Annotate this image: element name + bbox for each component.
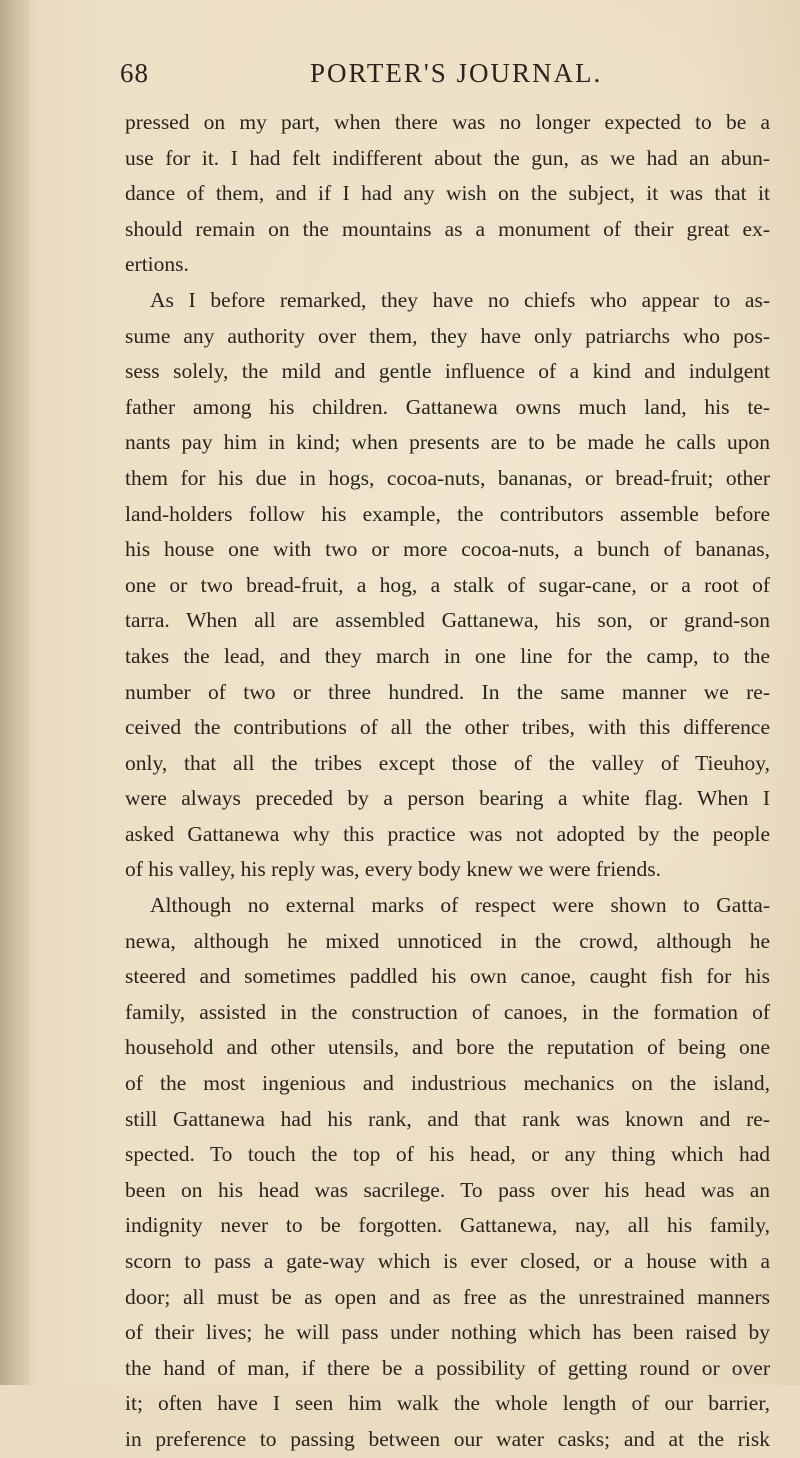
text-line: ertions. [125, 252, 189, 277]
text-line: ceived the contributions of all the other tribes, with this difference [125, 715, 770, 740]
text-line: sess solely, the mild and gentle influence of a kind and indulgent [125, 359, 770, 384]
page-gutter [0, 0, 30, 1385]
text-line: sume any authority over them, they have only patriarchs who pos- [125, 323, 770, 348]
text-line: household and other utensils, and bore the reputation of being one [125, 1035, 770, 1060]
text-line: been on his head was sacrilege. To pass over his head was an [125, 1177, 770, 1202]
text-line: tarra. When all are assembled Gattanewa, his son, or grand-son [125, 608, 770, 633]
text-line: use for it. I had felt indifferent about the gun, as we had an abun- [125, 145, 770, 170]
text-line: land-holders follow his example, the contributors assemble before [125, 501, 770, 526]
text-line: asked Gattanewa why this practice was not adopted by the people [125, 821, 770, 846]
text-line: family, assisted in the construction of canoes, in the formation of [125, 999, 770, 1024]
text-line: them for his due in hogs, cocoa-nuts, bananas, or bread-fruit; other [125, 465, 770, 490]
text-line: were always preceded by a person bearing a white flag. When I [125, 786, 770, 811]
text-line: As I before remarked, they have no chiefs who appear to as- [150, 287, 770, 312]
text-line: only, that all the tribes except those of the valley of Tieuhoy, [125, 750, 770, 775]
text-line: newa, although he mixed unnoticed in the crowd, although he [125, 928, 770, 953]
text-line: of their lives; he will pass under nothing which has been raised by [125, 1320, 770, 1345]
text-line: number of two or three hundred. In the same manner we re- [125, 679, 770, 704]
text-line: door; all must be as open and as free as the unrestrained manners [125, 1284, 770, 1309]
text-line: nants pay him in kind; when presents are to be made he calls upon [125, 430, 770, 455]
text-line: of his valley, his reply was, every body knew we were friends. [125, 857, 661, 882]
text-line: takes the lead, and they march in one line for the camp, to the [125, 643, 770, 668]
text-line: steered and sometimes paddled his own canoe, caught fish for his [125, 964, 770, 989]
text-line: spected. To touch the top of his head, or any thing which had [125, 1142, 770, 1167]
running-title: PORTER'S JOURNAL. [310, 58, 603, 88]
text-line: of the most ingenious and industrious mechanics on the island, [125, 1071, 770, 1096]
text-line: scorn to pass a gate-way which is ever closed, or a house with a [125, 1249, 770, 1273]
text-line: Although no external marks of respect were shown to Gatta- [150, 893, 770, 918]
text-line: indignity never to be forgotten. Gattanewa, nay, all his family, [125, 1213, 770, 1238]
text-line: dance of them, and if I had any wish on the subject, it was that it [125, 181, 770, 206]
page-number: 68 [120, 58, 149, 88]
body-text [125, 105, 770, 1458]
page-header [120, 58, 760, 98]
text-line: one or two bread-fruit, a hog, a stalk of sugar-cane, or a root of [125, 572, 770, 597]
text-line: still Gattanewa had his rank, and that rank was known and re- [125, 1106, 770, 1131]
text-line: pressed on my part, when there was no longer expected to be a [125, 110, 770, 134]
text-line: it; often have I seen him walk the whole length of our barrier, [125, 1391, 770, 1416]
text-line: should remain on the mountains as a monument of their great ex- [125, 216, 770, 241]
text-line: his house one with two or more cocoa-nuts, a bunch of bananas, [125, 537, 770, 562]
text-line: the hand of man, if there be a possibility of getting round or over [125, 1355, 770, 1380]
text-line: father among his children. Gattanewa owns much land, his te- [125, 394, 770, 419]
text-line: in preference to passing between our water casks; and at the risk [125, 1426, 770, 1451]
